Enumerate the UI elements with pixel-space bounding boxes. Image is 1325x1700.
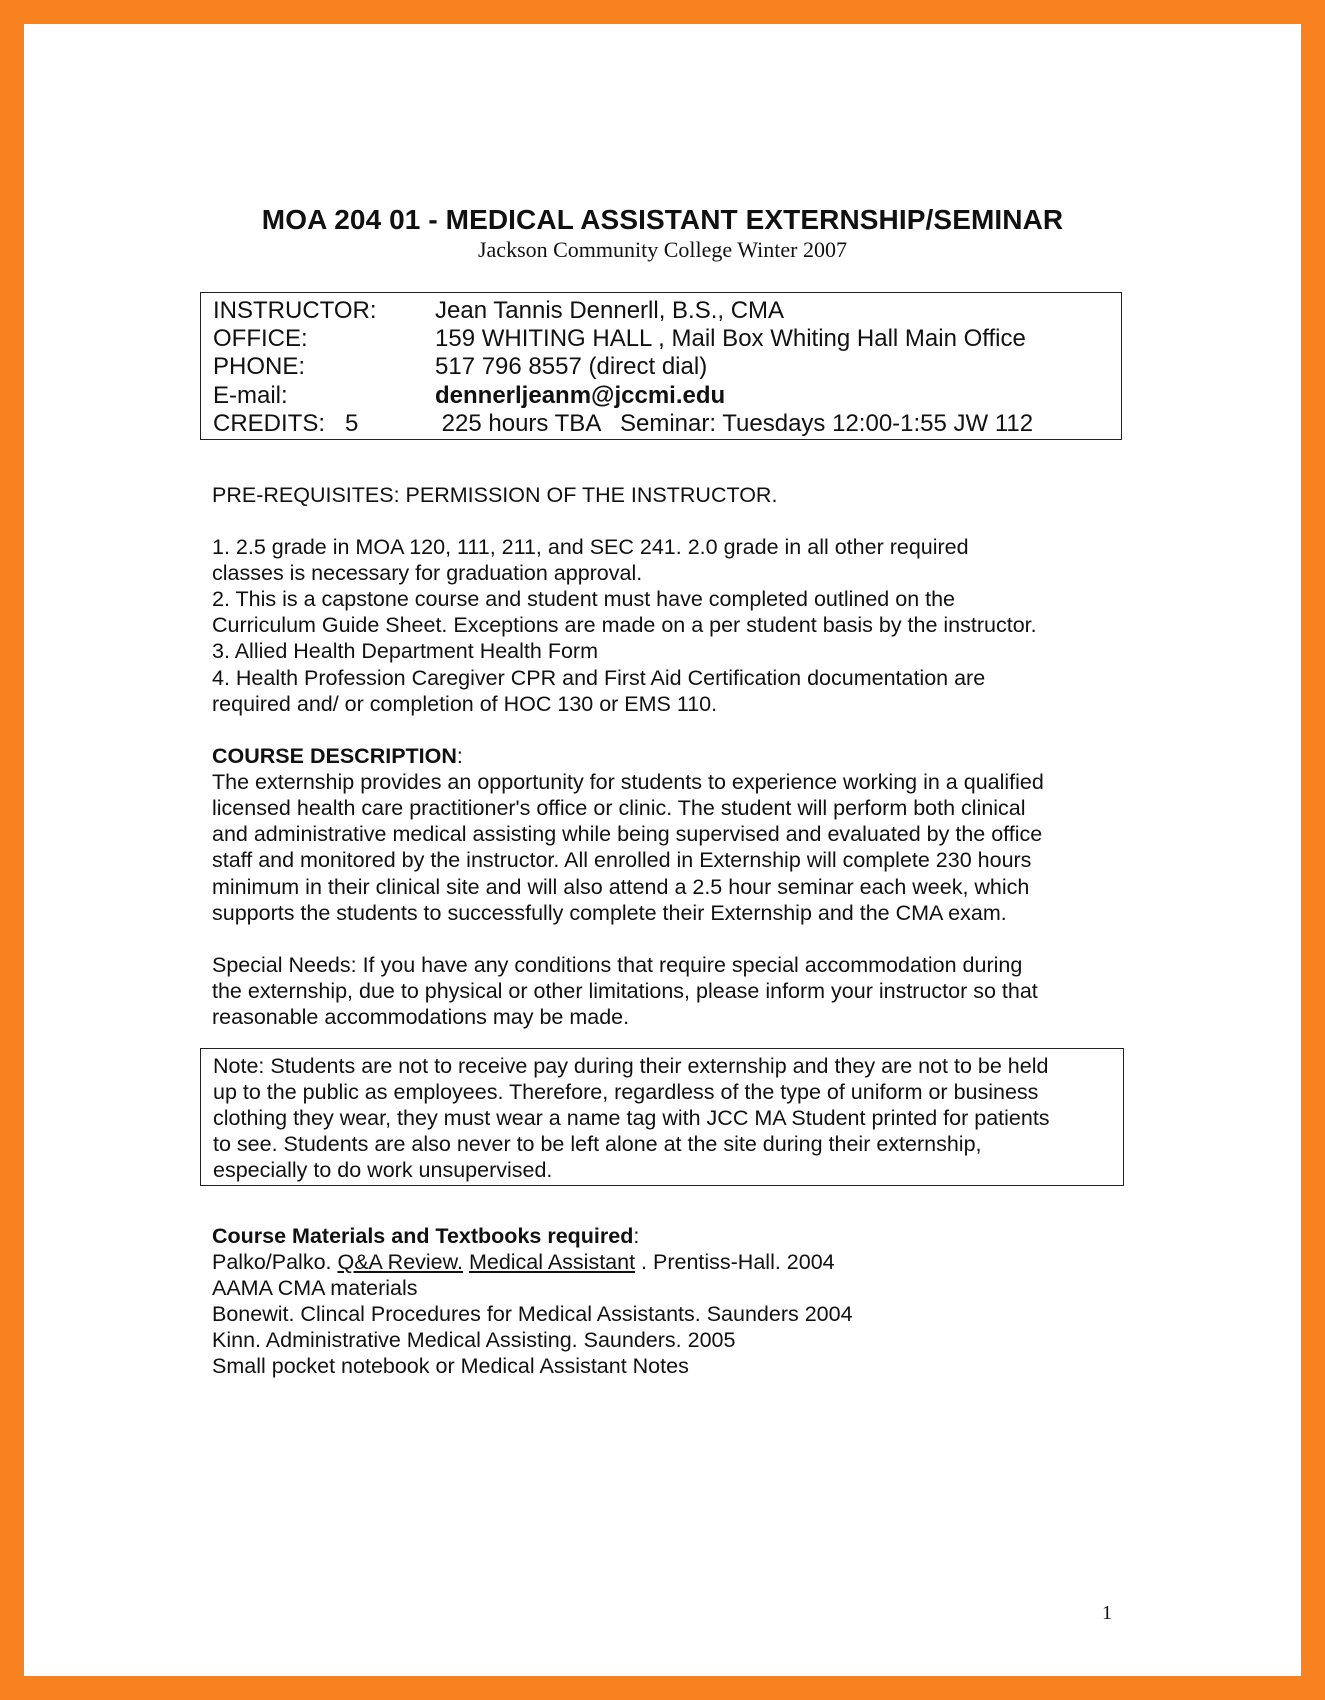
book-title-link[interactable]: Q&A Review. [337,1250,463,1274]
prereq-line: classes is necessary for graduation approval. [212,561,643,585]
note-line: especially to do work unsupervised. [213,1158,553,1182]
document-page [24,24,1301,1676]
prereq-line: 4. Health Profession Caregiver CPR and First Aid Certification documentation are [212,666,986,690]
prereq-line: Curriculum Guide Sheet. Exceptions are made on a per student basis by the instructor. [212,613,1037,637]
email-label: E-mail: [213,382,288,409]
note-box [200,1048,1124,1186]
phone-label: PHONE: [213,353,306,380]
document-subtitle: Jackson Community College Winter 2007 [477,237,847,262]
book-author: Palko/Palko. [212,1250,338,1274]
prereq-line: 1. 2.5 grade in MOA 120, 111, 211, and SEC 241. 2.0 grade in all other required [212,535,969,559]
page-number: 1 [1102,1602,1112,1624]
document-title: MOA 204 01 - MEDICAL ASSISTANT EXTERNSHIP/SEMINAR [261,204,1064,235]
instructor-info-box [200,292,1122,440]
office-label: OFFICE: [213,325,308,352]
special-needs-line: the externship, due to physical or other limitations, please inform your instructor so that [212,979,1038,1003]
materials-line: AAMA CMA materials [212,1276,418,1300]
materials-heading-text: Course Materials and Textbooks required [212,1224,634,1248]
materials-heading [212,1223,639,1249]
description-line: and administrative medical assisting while being supervised and evaluated by the office [212,822,1043,846]
prereq-line: 3. Allied Health Department Health Form [212,639,598,663]
heading-colon: : [633,1224,640,1248]
note-line: clothing they wear, they must wear a name tag with JCC MA Student printed for patients [213,1106,1050,1130]
materials-line: Small pocket notebook or Medical Assistant Notes [212,1354,689,1378]
course-description-heading [212,743,463,769]
special-needs-line: Special Needs: If you have any conditions that require special accommodation during [212,953,1023,977]
note-line: up to the public as employees. Therefore, regardless of the type of uniform or business [213,1080,1039,1104]
materials-line: Kinn. Administrative Medical Assisting. Saunders. 2005 [212,1328,736,1352]
description-line: supports the students to successfully complete their Externship and the CMA exam. [212,901,1007,925]
materials-line [212,1249,835,1275]
document-content [24,24,1301,1676]
office-value: 159 WHITING HALL , Mail Box Whiting Hall Main Office [435,325,1026,352]
instructor-label: INSTRUCTOR: [213,297,377,324]
heading-colon: : [456,744,463,768]
credits-value: 225 hours TBA Seminar: Tuesdays 12:00-1:55 JW 112 [435,410,1034,437]
description-line: minimum in their clinical site and will also attend a 2.5 hour seminar each week, which [212,875,1030,899]
materials-line: Bonewit. Clincal Procedures for Medical Assistants. Saunders 2004 [212,1302,853,1326]
instructor-value: Jean Tannis Dennerll, B.S., CMA [435,297,785,324]
phone-value: 517 796 8557 (direct dial) [435,353,708,380]
note-line: to see. Students are also never to be left alone at the site during their externship, [213,1132,982,1156]
credits-label: CREDITS: 5 [213,410,359,437]
book-publisher: . Prentiss-Hall. 2004 [635,1250,835,1274]
email-link[interactable]: dennerljeanm@jccmi.edu [435,382,726,409]
prerequisites-heading: PRE-REQUISITES: PERMISSION OF THE INSTRUCTOR. [212,483,778,507]
note-line: Note: Students are not to receive pay during their externship and they are not to be held [213,1054,1049,1078]
special-needs-line: reasonable accommodations may be made. [212,1005,630,1029]
book-title-link[interactable]: Medical Assistant [468,1250,636,1274]
description-line: licensed health care practitioner's office or clinic. The student will perform both clinical [212,796,1026,820]
description-line: The externship provides an opportunity for students to experience working in a qualified [212,770,1044,794]
prereq-line: required and/ or completion of HOC 130 or EMS 110. [212,692,718,716]
description-line: staff and monitored by the instructor. All enrolled in Externship will complete 230 hours [212,848,1032,872]
prereq-line: 2. This is a capstone course and student must have completed outlined on the [212,587,956,611]
course-description-heading-text: COURSE DESCRIPTION [212,744,457,768]
